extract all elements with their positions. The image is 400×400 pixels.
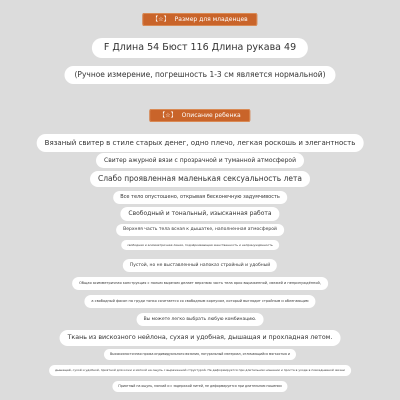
description-line: Свободный и тональный, изысканная работа: [120, 207, 279, 221]
description-line: Свитер ажурной вязи с прозрачной и туманной атмосферой: [96, 153, 304, 168]
description-line: Верхняя часть тела всная к дышатке, наполненная атмосферой: [116, 224, 284, 236]
star-icon: 【☆】: [152, 16, 170, 23]
description-line: свободная и асимметричная линия, подчёркивающая женственность и непринуждённость: [121, 240, 279, 250]
description-line: Приятный на ощупь, мягкий и с задержкой нитей, не деформируется при длительном ношении: [112, 381, 287, 392]
section-title: Описание ребенка: [181, 112, 241, 119]
section-title: Размер для младенцев: [174, 16, 248, 23]
section-banner-size: [142, 13, 257, 26]
description-line: Ткань из вискозного нейлона, сухая и удобная, дышащая и прохладная летом.: [60, 330, 341, 346]
size-measurements: F Длина 54 Бюст 116 Длина рукава 49: [92, 38, 308, 58]
description-line: Слабо проявленная маленькая сексуальность лета: [90, 171, 310, 187]
description-line: Вы можете легко выбрать любую комбинацию.: [137, 313, 264, 326]
description-line: Высокоэластичная пряжа индивидуального вязания, натуральный материал, отличающийся мягкостью и: [104, 349, 296, 360]
measurement-note: (Ручное измерение, погрешность 1-3 см является нормальной): [65, 66, 336, 84]
description-line: дышащей, сухой и удобной, приятной для кожи и мягкой на ощупь с выраженной структурой. Не деформируется при длительном ношении и проста в уходе в повседневной жизни: [49, 365, 351, 376]
description-line: Пустой, но не выставленный напоказ стройный и удобный: [123, 259, 277, 272]
description-line: Общая асимметричная конструкция с полым вырезом делает верхнюю часть тела ярко выраженной, свежей и непринуждённой,: [72, 277, 328, 290]
description-line: Вязаный свитер в стиле старых денег, одно плечо, легкая роскошь и элегантность: [37, 134, 364, 152]
section-banner-description: [149, 109, 250, 122]
star-icon: 【☆】: [159, 112, 177, 119]
description-line: Все тело опустошено, открывая бесконечную задумчивость: [113, 191, 287, 204]
description-line: а свободный фасон на груди тонко сочетается со свободным корпусом, который выглядит стройным и облегающим: [84, 295, 315, 308]
